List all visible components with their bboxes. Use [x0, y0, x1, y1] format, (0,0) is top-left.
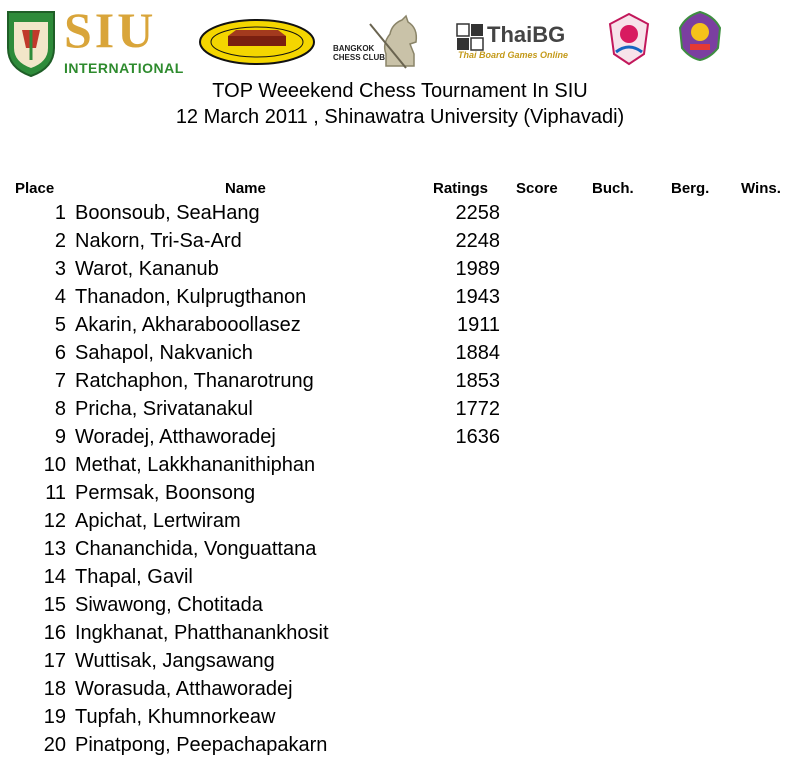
page-subtitle: 12 March 2011 , Shinawatra University (Viphavadi)	[175, 106, 625, 128]
siu-logo-subtext: INTERNATIONAL	[64, 60, 184, 76]
place-cell: 9	[54, 426, 66, 448]
player-name-cell: Woradej, Atthaworadej	[75, 426, 276, 448]
header-name: Name	[225, 180, 266, 197]
thaibg-tagline: Thai Board Games Online	[458, 50, 569, 60]
rating-cell: 1772	[455, 398, 500, 420]
thaibg-logo-text: ThaiBG	[487, 22, 566, 47]
place-cell: 7	[54, 370, 66, 392]
crest-icon	[676, 10, 724, 62]
place-cell: 13	[43, 538, 66, 560]
table-row	[0, 398, 800, 426]
place-cell: 19	[43, 706, 66, 728]
rating-cell: 1989	[455, 258, 500, 280]
place-cell: 1	[54, 202, 66, 224]
table-row	[0, 482, 800, 510]
place-cell: 6	[54, 342, 66, 364]
place-cell: 17	[43, 650, 66, 672]
rating-cell: 1636	[455, 426, 500, 448]
place-cell: 11	[45, 482, 66, 504]
place-cell: 2	[54, 230, 66, 252]
place-cell: 18	[43, 678, 66, 700]
place-cell: 5	[54, 314, 66, 336]
header-berg: Berg.	[671, 180, 710, 197]
player-name-cell: Tupfah, Khumnorkeaw	[75, 706, 276, 728]
place-cell: 3	[54, 258, 66, 280]
siu-shield-logo	[6, 8, 56, 78]
place-cell: 8	[54, 398, 66, 420]
table-row	[0, 734, 800, 762]
player-name-cell: Worasuda, Atthaworadej	[75, 678, 293, 700]
player-name-cell: Nakorn, Tri-Sa-Ard	[75, 230, 242, 252]
player-name-cell: Thanadon, Kulprugthanon	[75, 286, 307, 308]
knight-icon	[330, 14, 422, 72]
place-cell: 10	[43, 454, 66, 476]
player-name-cell: Pricha, Srivatanakul	[75, 398, 253, 420]
place-cell: 14	[43, 566, 66, 588]
table-row	[0, 454, 800, 482]
player-name-cell: Pinatpong, Peepachapakarn	[75, 734, 328, 756]
page-title: TOP Weeekend Chess Tournament In SIU	[212, 80, 588, 102]
table-row	[0, 650, 800, 678]
rating-cell: 1853	[455, 370, 500, 392]
table-row	[0, 426, 800, 454]
rating-cell: 1884	[455, 342, 500, 364]
header-score: Score	[516, 180, 558, 197]
table-row	[0, 566, 800, 594]
place-cell: 4	[54, 286, 66, 308]
place-cell: 15	[43, 594, 66, 616]
table-row	[0, 342, 800, 370]
header-buch: Buch.	[592, 180, 634, 197]
place-cell: 16	[43, 622, 66, 644]
player-name-cell: Methat, Lakkhananithiphan	[75, 454, 316, 476]
bangkok-chess-club-label: BANGKOK CHESS CLUB	[333, 44, 386, 62]
rating-cell: 2258	[455, 202, 500, 224]
siu-logo-text: SIU	[64, 2, 157, 58]
table-row	[0, 510, 800, 538]
player-name-cell: Thapal, Gavil	[75, 566, 193, 588]
table-row	[0, 314, 800, 342]
player-name-cell: Akarin, Akharabooollasez	[75, 314, 301, 336]
place-cell: 20	[43, 734, 66, 756]
table-row	[0, 230, 800, 258]
table-row	[0, 622, 800, 650]
logo-bar	[0, 0, 800, 80]
player-name-cell: Ratchaphon, Thanarotrung	[75, 370, 314, 392]
header-ratings: Ratings	[433, 180, 489, 197]
player-name-cell: Warot, Kananub	[75, 258, 219, 280]
rating-cell: 1911	[456, 314, 500, 336]
emblem-icon	[604, 12, 654, 66]
table-row	[0, 370, 800, 398]
player-name-cell: Boonsoub, SeaHang	[75, 202, 260, 224]
player-name-cell: Sahapol, Nakvanich	[75, 342, 253, 364]
thai-chess-association-logo	[198, 18, 316, 66]
table-row	[0, 538, 800, 566]
player-name-cell: Apichat, Lertwiram	[75, 510, 241, 532]
rating-cell: 2248	[455, 230, 500, 252]
table-row	[0, 594, 800, 622]
player-name-cell: Siwawong, Chotitada	[75, 594, 263, 616]
place-cell: 12	[43, 510, 66, 532]
table-row	[0, 286, 800, 314]
rating-cell: 1943	[455, 286, 500, 308]
player-name-cell: Chananchida, Vonguattana	[75, 538, 317, 560]
table-row	[0, 258, 800, 286]
table-row	[0, 706, 800, 734]
table-row	[0, 678, 800, 706]
player-name-cell: Wuttisak, Jangsawang	[75, 650, 275, 672]
header-place: Place	[15, 180, 55, 197]
player-name-cell: Permsak, Boonsong	[75, 482, 256, 504]
table-row	[0, 202, 800, 230]
header-wins: Wins.	[741, 180, 781, 197]
player-name-cell: Ingkhanat, Phatthanankhosit	[75, 622, 329, 644]
